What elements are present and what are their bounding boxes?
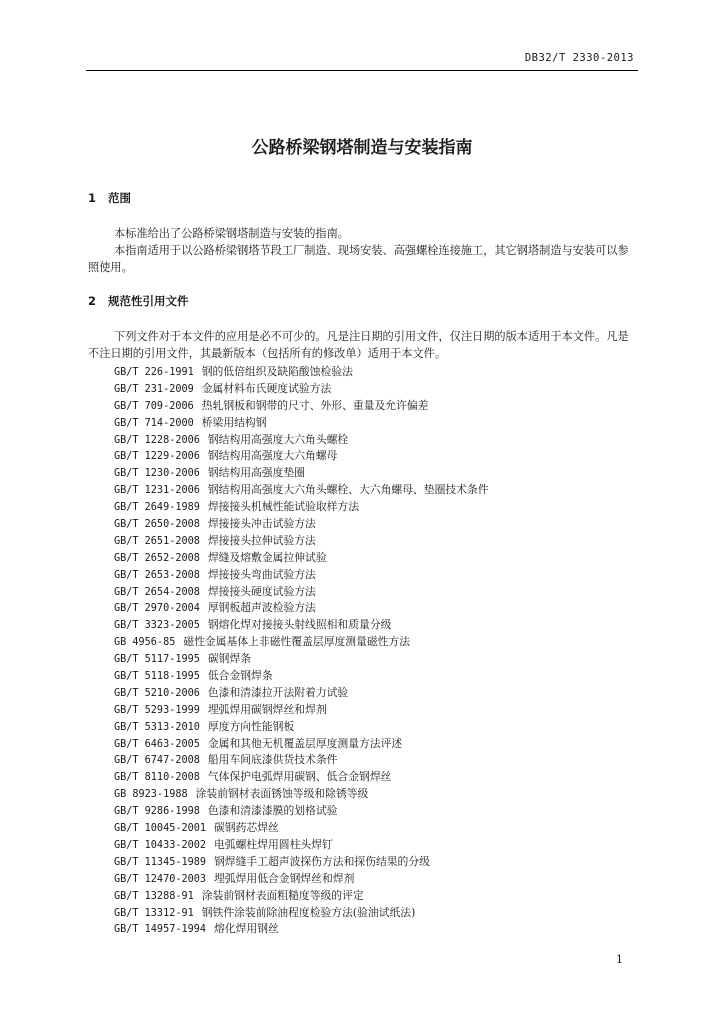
reference-code: GB/T 10045-2001	[114, 823, 207, 835]
reference-item	[114, 567, 489, 584]
reference-code: GB/T 2652-2008	[114, 552, 200, 564]
section-2-title: 规范性引用文件	[108, 294, 189, 308]
reference-title: 钢结构用高强度垫圈	[207, 466, 306, 480]
reference-item	[114, 600, 489, 617]
reference-title: 色漆和清漆漆膜的划格试验	[207, 804, 338, 818]
reference-code: GB/T 8110-2008	[114, 772, 200, 784]
reference-item	[114, 634, 489, 651]
reference-title: 涂装前钢材表面粗糙度等级的评定	[201, 888, 364, 902]
reference-code: GB/T 1229-2006	[114, 451, 200, 463]
reference-item	[114, 719, 489, 736]
reference-item	[114, 820, 489, 837]
page-number: 1	[616, 953, 623, 966]
reference-item	[114, 499, 489, 516]
reference-code: GB/T 10433-2002	[114, 839, 207, 851]
reference-code: GB/T 2970-2004	[114, 603, 200, 615]
reference-code: GB/T 5293-1999	[114, 704, 200, 716]
reference-title: 热轧钢板和钢带的尺寸、外形、重量及允许偏差	[201, 398, 429, 412]
reference-title: 钢的低倍组织及缺陷酸蚀检验法	[201, 365, 353, 378]
reference-code: GB/T 13312-91	[114, 907, 194, 919]
reference-item	[114, 786, 489, 803]
reference-title: 金属和其他无机覆盖层厚度测量方法评述	[207, 736, 403, 750]
normative-references-list	[114, 364, 489, 938]
reference-code: GB/T 5118-1995	[114, 671, 200, 683]
reference-item	[114, 381, 489, 398]
reference-item	[114, 854, 489, 871]
reference-code: GB/T 2649-1989	[114, 502, 200, 514]
reference-item	[114, 837, 489, 854]
section-1-paragraph-1: 本标准给出了公路桥梁钢塔制造与安装的指南。	[114, 227, 349, 240]
reference-item	[114, 516, 489, 533]
reference-title: 埋弧焊用低合金钢焊丝和焊剂	[214, 871, 355, 885]
section-2-paragraph-1: 下列文件对于本文件的应用是必不可少的。凡是注日期的引用文件，仅注日期的版本适用于本文件。凡是不注日期的引用文件，其最新版本（包括所有的修改单）适用于本文件。	[88, 330, 629, 360]
reference-item	[114, 803, 489, 820]
reference-title: 钢结构用高强度大六角螺母	[207, 449, 338, 463]
standard-code: DB32/T 2330-2013	[524, 52, 634, 64]
reference-code: GB/T 1230-2006	[114, 468, 200, 480]
reference-item	[114, 617, 489, 634]
reference-item	[114, 432, 489, 449]
reference-item	[114, 769, 489, 786]
reference-title: 厚度方向性能钢板	[207, 719, 295, 733]
section-1-number: 1	[88, 191, 97, 205]
reference-code: GB/T 11345-1989	[114, 856, 207, 868]
reference-item	[114, 533, 489, 550]
reference-code: GB/T 231-2009	[114, 383, 194, 395]
reference-item	[114, 398, 489, 415]
reference-item	[114, 685, 489, 702]
reference-title: 电弧螺柱焊用圆柱头焊钉	[214, 837, 333, 851]
reference-title: 埋弧焊用碳钢焊丝和焊剂	[207, 702, 327, 716]
reference-title: 焊接接头机械性能试验取样方法	[207, 500, 360, 514]
reference-item	[114, 364, 489, 381]
reference-item	[114, 668, 489, 685]
reference-item	[114, 905, 489, 922]
reference-code: GB/T 2653-2008	[114, 569, 200, 581]
reference-title: 焊接接头拉伸试验方法	[207, 533, 316, 547]
reference-item	[114, 584, 489, 601]
reference-code: GB/T 709-2006	[114, 400, 194, 412]
reference-title: 涂装前钢材表面锈蚀等级和除锈等级	[195, 787, 369, 801]
reference-item	[114, 736, 489, 753]
reference-code: GB/T 226-1991	[114, 367, 194, 378]
reference-code: GB/T 13288-91	[114, 890, 194, 902]
reference-code: GB/T 2651-2008	[114, 535, 200, 547]
reference-item	[114, 888, 489, 905]
reference-code: GB/T 6747-2008	[114, 755, 200, 767]
reference-code: GB/T 5117-1995	[114, 654, 200, 666]
reference-title: 厚钢板超声波检验方法	[207, 601, 316, 615]
section-1-paragraph-2: 本指南适用于以公路桥梁钢塔节段工厂制造、现场安装、高强螺栓连接施工，其它钢塔制造与安装可以参照使用。	[88, 244, 629, 274]
reference-title: 气体保护电弧焊用碳钢、低合金钢焊丝	[207, 770, 392, 784]
reference-title: 磁性金属基体上非磁性覆盖层厚度测量磁性方法	[183, 635, 411, 649]
reference-title: 钢焊缝手工超声波探伤方法和探伤结果的分级	[214, 854, 430, 868]
reference-code: GB 4956-85	[114, 637, 176, 649]
reference-title: 金属材料布氏硬度试验方法	[201, 381, 332, 395]
reference-title: 焊接接头弯曲试验方法	[207, 567, 316, 581]
reference-code: GB 8923-1988	[114, 789, 188, 801]
reference-title: 焊接接头硬度试验方法	[207, 584, 316, 598]
reference-code: GB/T 2650-2008	[114, 519, 200, 531]
reference-item	[114, 550, 489, 567]
reference-title: 钢熔化焊对接接头射线照相和质量分级	[207, 618, 392, 632]
reference-title: 碳钢药芯焊丝	[214, 821, 279, 835]
reference-code: GB/T 6463-2005	[114, 738, 200, 750]
reference-item	[114, 448, 489, 465]
reference-title: 低合金钢焊条	[207, 669, 273, 683]
reference-code: GB/T 714-2000	[114, 417, 194, 429]
reference-code: GB/T 2654-2008	[114, 586, 200, 598]
reference-title: 钢铁件涂装前除油程度检验方法(验油试纸法)	[201, 905, 416, 919]
reference-code: GB/T 1231-2006	[114, 485, 200, 497]
section-2-number: 2	[88, 294, 97, 308]
reference-code: GB/T 9286-1998	[114, 806, 200, 818]
reference-title: 桥梁用结构钢	[201, 415, 267, 429]
reference-code: GB/T 12470-2003	[114, 873, 207, 885]
reference-item	[114, 465, 489, 482]
reference-title: 焊缝及熔敷金属拉伸试验	[207, 550, 327, 564]
reference-code: GB/T 14957-1994	[114, 924, 207, 936]
reference-item	[114, 871, 489, 888]
reference-code: GB/T 3323-2005	[114, 620, 200, 632]
document-title: 公路桥梁钢塔制造与安装指南	[251, 138, 473, 158]
reference-code: GB/T 5313-2010	[114, 721, 200, 733]
header-rule	[86, 70, 638, 71]
reference-title: 碳钢焊条	[207, 652, 252, 666]
section-1-heading	[88, 190, 131, 206]
reference-title: 船用车间底漆供货技术条件	[207, 753, 338, 767]
reference-code: GB/T 5210-2006	[114, 687, 200, 699]
reference-item	[114, 752, 489, 769]
reference-item	[114, 651, 489, 668]
reference-title: 钢结构用高强度大六角头螺栓	[207, 432, 349, 446]
reference-item	[114, 482, 489, 499]
reference-item	[114, 415, 489, 432]
section-2-heading	[88, 293, 189, 309]
reference-title: 熔化焊用钢丝	[214, 922, 279, 936]
reference-title: 钢结构用高强度大六角头螺栓、大六角螺母、垫圈技术条件	[207, 483, 489, 497]
reference-item	[114, 702, 489, 719]
reference-title: 焊接接头冲击试验方法	[207, 517, 316, 531]
section-1-title: 范围	[108, 191, 131, 205]
reference-item	[114, 921, 489, 938]
reference-title: 色漆和清漆拉开法附着力试验	[207, 685, 349, 699]
reference-code: GB/T 1228-2006	[114, 434, 200, 446]
